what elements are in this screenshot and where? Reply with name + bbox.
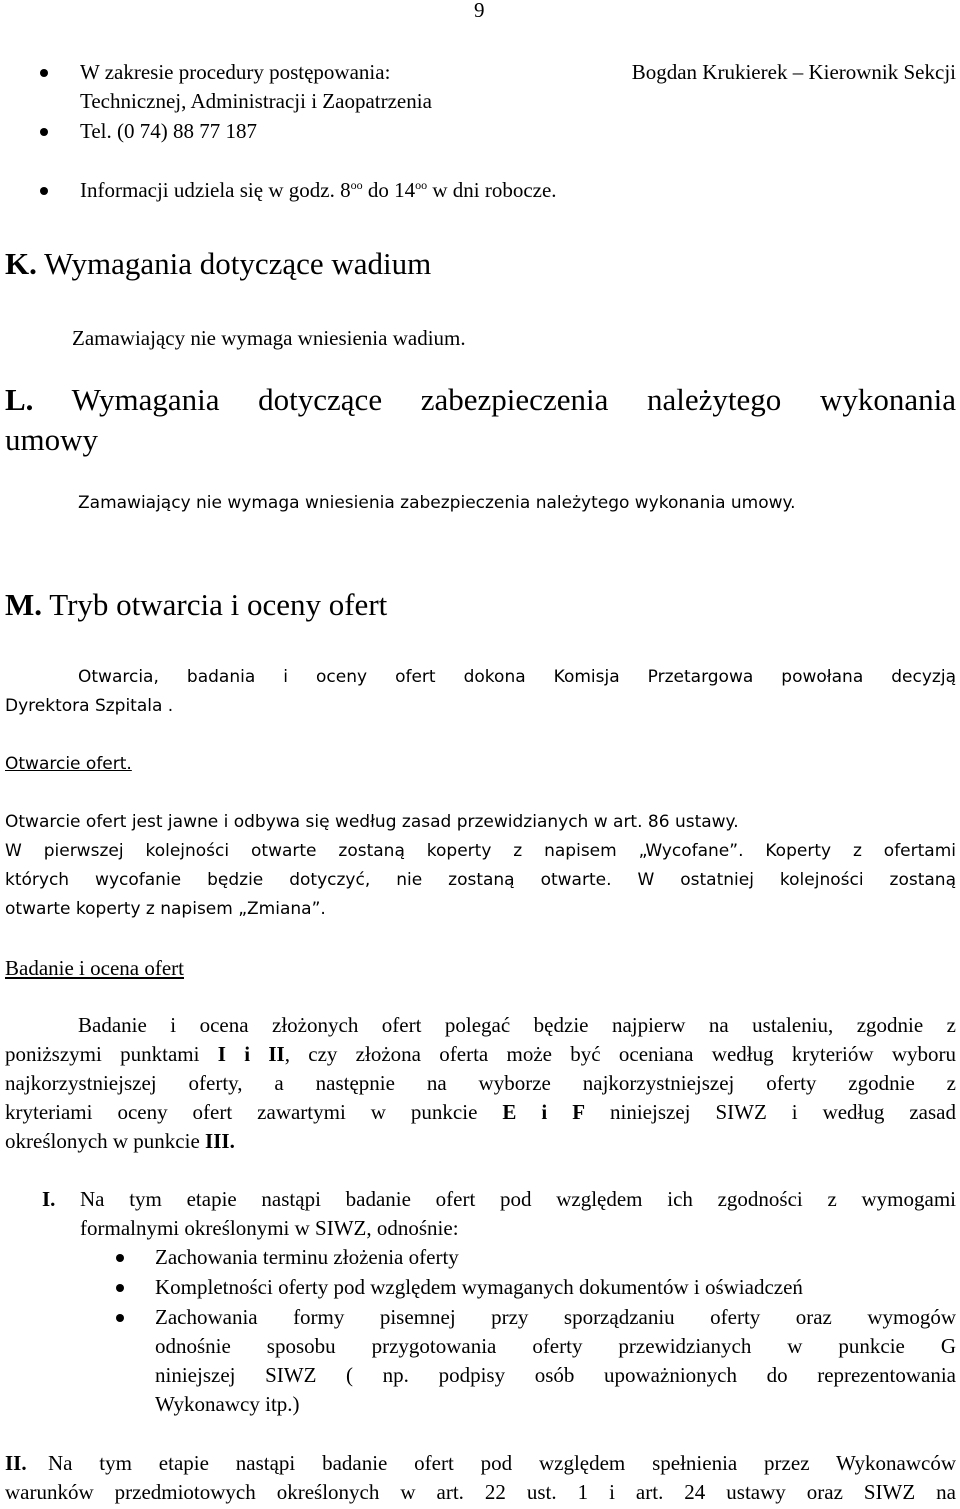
list-item: Zachowania terminu złożenia oferty (155, 1245, 459, 1269)
section-title: Tryb otwarcia i oceny ofert (49, 587, 388, 622)
opening-line: których wycofanie będzie dotyczyć, nie zostaną otwarte. W ostatniej kolejności zostaną (5, 870, 956, 890)
list-item: Zachowania formy pisemnej przy sporządzaniu oferty oraz wymogów (155, 1305, 956, 1329)
section-letter: L. (5, 382, 34, 417)
text-run: określonych w punkcie (5, 1129, 206, 1153)
section-l-heading (5, 380, 956, 420)
section-k-text: Zamawiający nie wymaga wniesienia wadium. (72, 326, 466, 350)
bold-ref: I (217, 1042, 226, 1066)
section-k-heading (5, 244, 431, 284)
stage-i-line1: Na tym etapie nastąpi badanie ofert pod względem ich zgodności z wymogami (80, 1187, 956, 1211)
stage-i-line2: formalnymi określonymi w SIWZ, odnośnie: (80, 1216, 459, 1240)
bold-ref: II (268, 1042, 285, 1066)
evaluation-line (5, 1098, 956, 1127)
evaluation-line: najkorzystniejszej oferty, a następnie na wyborze najkorzystniejszej oferty zgodnie z (5, 1071, 956, 1095)
list-item-cont: Wykonawcy itp.) (155, 1392, 300, 1416)
section-m-heading (5, 585, 387, 625)
section-letter: K. (5, 246, 37, 281)
text-run: kryteriami oceny ofert zawartymi w punkcie (5, 1100, 503, 1124)
bullet-icon (116, 1314, 124, 1322)
list-item: Kompletności oferty pod względem wymaganych dokumentów i oświadczeń (155, 1275, 803, 1299)
contact-phone: Tel. (0 74) 88 77 187 (80, 119, 258, 143)
stage-ii-label: II. (5, 1451, 27, 1475)
evaluation-heading: Badanie i ocena ofert (5, 956, 184, 980)
evaluation-line (5, 1040, 956, 1069)
bullet-icon (116, 1284, 124, 1292)
contact-person: Bogdan Krukierek – Kierownik Sekcji (631, 60, 956, 84)
hours-sup: oo (350, 178, 363, 192)
hours-suffix: w dni robocze. (427, 178, 557, 202)
section-l-heading-cont: umowy (5, 422, 98, 457)
list-item-cont: odnośnie sposobu przygotowania oferty przewidzianych w punkcie G (155, 1334, 956, 1358)
section-letter: M. (5, 587, 43, 622)
opening-line: Otwarcie ofert jest jawne i odbywa się według zasad przewidzianych w art. 86 ustawy. (5, 812, 739, 832)
bold-ref: i (225, 1042, 269, 1066)
text-run: , czy złożona oferta może być oceniana według kryteriów wyboru (284, 1042, 956, 1066)
contact-label: W zakresie procedury postępowania: (80, 60, 391, 84)
evaluation-line (5, 1127, 235, 1156)
bold-ref: III. (205, 1129, 235, 1153)
section-m-intro-line2: Dyrektora Szpitala . (5, 696, 174, 716)
hours-mid: do 14 (362, 178, 416, 202)
contact-hours (80, 176, 557, 205)
page-number: 9 (474, 0, 485, 22)
section-title: Wymagania dotyczące zabezpieczenia należytego wykonania (71, 382, 956, 417)
section-m-intro-line1: Otwarcia, badania i oceny ofert dokona Komisja Przetargowa powołana decyzją (78, 667, 956, 687)
bold-ref: F (572, 1100, 586, 1124)
bullet-icon (40, 128, 48, 136)
bullet-icon (40, 187, 48, 195)
bullet-icon (40, 69, 48, 77)
stage-ii-line2: warunków przedmiotowych określonych w art. 22 ust. 1 i art. 24 ustawy oraz SIWZ na (5, 1480, 956, 1504)
text-run: niniejszej SIWZ i według zasad (585, 1100, 957, 1124)
bullet-icon (116, 1254, 124, 1262)
opening-line: otwarte koperty z napisem „Zmiana”. (5, 899, 326, 919)
bold-ref: i (516, 1100, 573, 1124)
list-item-cont: niniejszej SIWZ ( np. podpisy osób upoważnionych do reprezentowania (155, 1363, 956, 1387)
contact-line2: Technicznej, Administracji i Zaopatrzenia (80, 89, 432, 113)
section-title: Wymagania dotyczące wadium (44, 246, 432, 281)
text-run: poniższymi punktami (5, 1042, 218, 1066)
evaluation-line: Badanie i ocena złożonych ofert polegać będzie najpierw na ustaleniu, zgodnie z (78, 1013, 956, 1037)
stage-ii-line1: Na tym etapie nastąpi badanie ofert pod względem spełnienia przez Wykonawców (48, 1451, 956, 1475)
contact-line1 (80, 58, 956, 87)
opening-line: W pierwszej kolejności otwarte zostaną koperty z napisem „Wycofane”. Koperty z ofertami (5, 841, 956, 861)
hours-prefix: Informacji udziela się w godz. 8 (80, 178, 351, 202)
section-l-text: Zamawiający nie wymaga wniesienia zabezpieczenia należytego wykonania umowy. (78, 493, 796, 513)
hours-sup: oo (415, 178, 428, 192)
stage-i-label: I. (42, 1187, 56, 1211)
opening-heading: Otwarcie ofert. (5, 754, 132, 774)
bold-ref: E (502, 1100, 517, 1124)
